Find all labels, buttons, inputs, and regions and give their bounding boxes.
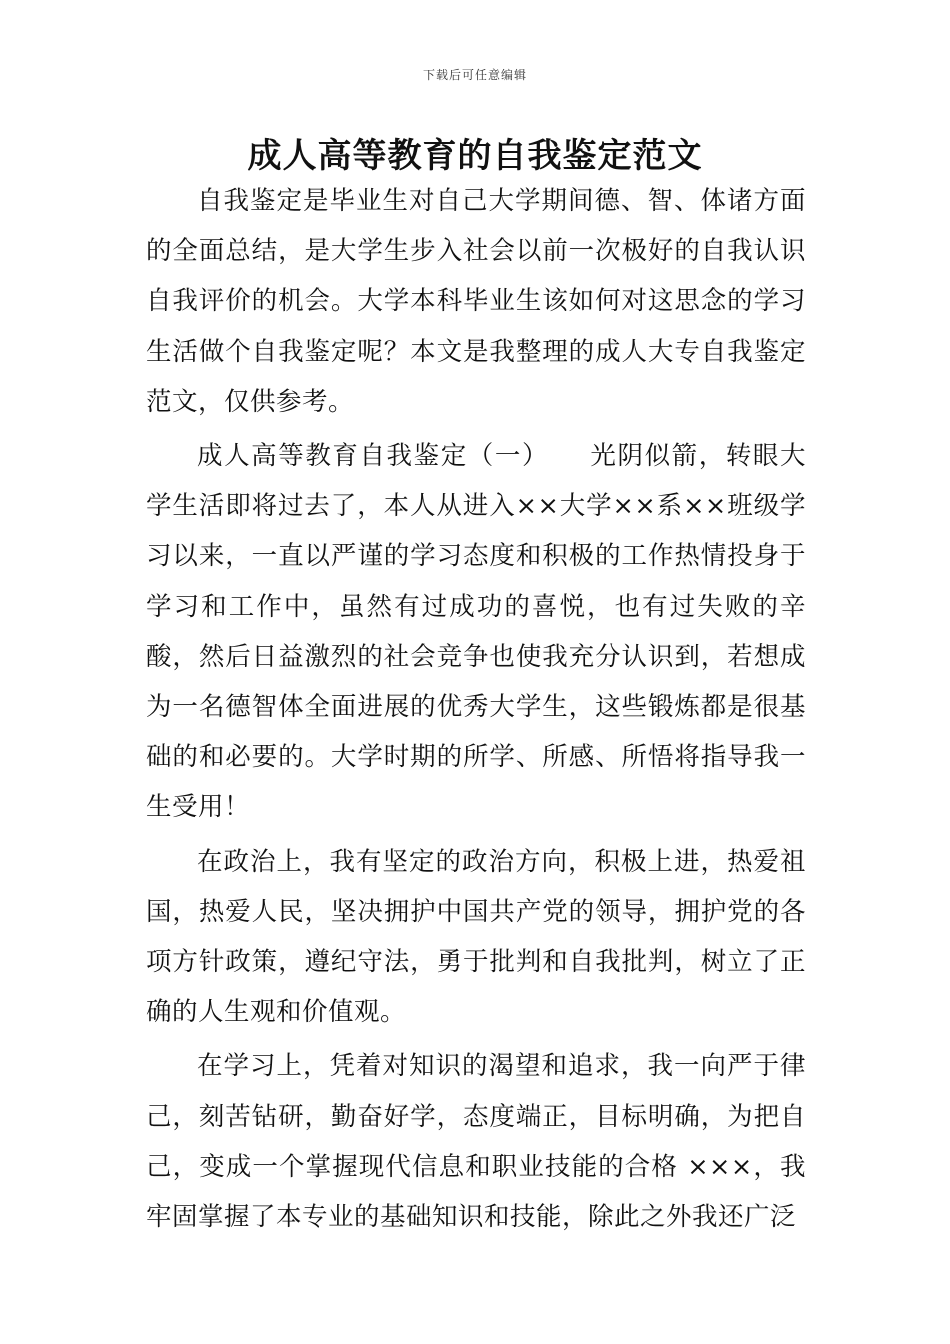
document-body bbox=[146, 176, 806, 1246]
header-note: 下载后可任意编辑 bbox=[422, 68, 527, 82]
politics-paragraph: 在政治上，我有坚定的政治方向，积极上进，热爱祖国，热爱人民，坚决拥护中国共产党的领导，拥护党的各项方针政策，遵纪守法，勇于批判和自我批判，树立了正确的人生观和价值观。 bbox=[146, 846, 806, 1028]
study-paragraph: 在学习上，凭着对知识的渴望和追求，我一向严于律己，刻苦钻研，勤奋好学，态度端正，目标明确，为把自己，变成一个掌握现代信息和职业技能的合格 ×××，我牢固掌握了本专业的基础知识和技能，除此之外我还广泛 bbox=[146, 1051, 806, 1233]
section-one-paragraph: 成人高等教育自我鉴定（一） 光阴似箭，转眼大学生活即将过去了，本人从进入××大学××系××班级学习以来，一直以严谨的学习态度和积极的工作热情投身于学习和工作中，虽然有过成功的喜悦，也有过失败的辛酸，然后日益激烈的社会竞争也使我充分认识到，若想成为一名德智体全面进展的优秀大学生，这些锻炼都是很基础的和必要的。大学时期的所学、所感、所悟将指导我一生受用！ bbox=[146, 441, 806, 823]
intro-paragraph: 自我鉴定是毕业生对自己大学期间德、智、体诸方面的全面总结，是大学生步入社会以前一次极好的自我认识自我评价的机会。大学本科毕业生该如何对这思念的学习生活做个自我鉴定呢？本文是我整理的成人大专自我鉴定范文，仅供参考。 bbox=[146, 186, 806, 417]
document-title: 成人高等教育的自我鉴定范文 bbox=[247, 136, 703, 176]
